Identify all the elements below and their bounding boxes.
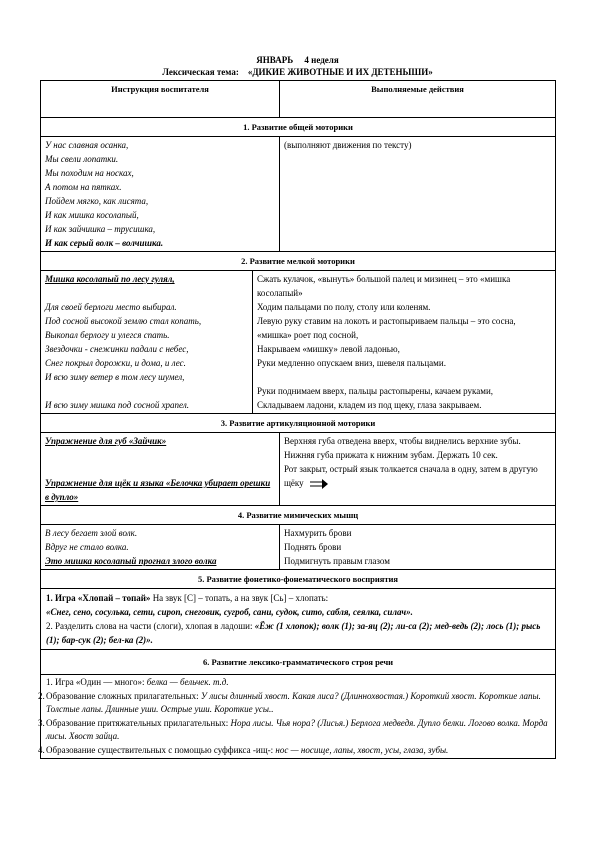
section-5-title-row bbox=[41, 569, 555, 588]
list-item-text: Нора лисы. Чья нора? (Лисья.) Берлога медведя. Дупло белки. Логово волка. Морда лисы. Хвост зайца. bbox=[46, 717, 548, 741]
list-item-text: нос — носище, лапы, хвост, усы, глаза, зубы. bbox=[275, 744, 449, 755]
theme-label: Лексическая тема: bbox=[162, 67, 239, 77]
section-1-title-row bbox=[41, 117, 555, 136]
section-6-body bbox=[38, 674, 555, 758]
action-lips: Верхняя губа отведена вверх, чтобы виднелись верхние зубы. Нижняя губа прижата к нижним зубам. Держать 10 сек. bbox=[284, 436, 521, 460]
verse-line: Мишка косолапый по лесу гулял, bbox=[45, 274, 175, 284]
action-line: Нахмурить брови bbox=[284, 528, 352, 538]
list-item-text: белка — бельчек. т.д. bbox=[146, 677, 229, 687]
section-3-exercises bbox=[41, 433, 279, 505]
verse-line: Звездочки - снежинки падали с небес, bbox=[45, 344, 189, 354]
section-6-title-row bbox=[41, 649, 555, 674]
verse-line: И как зайчишка – трусишка, bbox=[45, 224, 156, 234]
section-3-title-row bbox=[41, 413, 555, 432]
game-clap-stomp-rule: На звук [С] – топать, а на звук [Сь] – хлопать: bbox=[150, 593, 329, 603]
header-line-1 bbox=[0, 55, 595, 65]
list-item-number: 4. bbox=[38, 744, 45, 755]
section-2-body bbox=[41, 270, 555, 413]
verse-line: И всю зиму мишка под сосной храпел. bbox=[45, 400, 190, 410]
verse-line: У нас славная осанка, bbox=[45, 140, 129, 150]
action-line: Руки медленно опускаем вниз, шевеля пальцами. bbox=[257, 358, 446, 368]
list-item-label: Образование существительных с помощью суффикса -ищ-: bbox=[46, 744, 276, 755]
action-line: Складываем ладони, кладем из под щеку, глаза закрываем. bbox=[257, 400, 482, 410]
action-line: Поднять брови bbox=[284, 542, 342, 552]
header-line-2 bbox=[0, 67, 595, 77]
section-4-actions bbox=[279, 525, 555, 569]
list-item bbox=[38, 717, 550, 744]
section-2-title: 2. Развитие мелкой моторики bbox=[241, 256, 355, 266]
section-3-body bbox=[41, 432, 555, 505]
list-item bbox=[46, 676, 550, 690]
action-cheeks: Рот закрыт, острый язык толкается сначала в одну, затем в другую щёку bbox=[284, 464, 538, 488]
list-item bbox=[38, 744, 550, 758]
action-line: Накрываем «мишку» левой ладонью, bbox=[257, 344, 400, 354]
list-item-number: 3. bbox=[38, 717, 45, 728]
verse-line: Мы походим на носках, bbox=[45, 168, 134, 178]
verse-spacer bbox=[45, 384, 248, 398]
theme-title: «ДИКИЕ ЖИВОТНЫЕ И ИХ ДЕТЕНЫШИ» bbox=[247, 67, 433, 77]
list-item-label: Образование сложных прилагательных: bbox=[46, 690, 201, 701]
section-1-actions: (выполняют движения по тексту) bbox=[279, 137, 555, 251]
game-clap-stomp bbox=[46, 591, 550, 605]
syllable-task bbox=[46, 619, 550, 647]
section-1-verse bbox=[41, 137, 279, 251]
column-header-left: Инструкция воспитателя bbox=[111, 84, 209, 94]
month-label: ЯНВАРЬ bbox=[256, 55, 294, 65]
list-item bbox=[38, 690, 550, 717]
exercise-spacer bbox=[45, 462, 275, 476]
list-item-number: 2. bbox=[38, 690, 45, 701]
section-2-actions bbox=[252, 271, 555, 413]
section-4-title-row bbox=[41, 505, 555, 524]
section-2-verse bbox=[41, 271, 252, 413]
section-5-body bbox=[41, 588, 555, 649]
double-arrow-icon bbox=[310, 479, 328, 489]
syllable-task-label: 2. Разделить слова на части (слоги), хлопая в ладоши: bbox=[46, 621, 255, 631]
list-item-label: 1. Игра «Один — много»: bbox=[46, 677, 147, 687]
verse-line: Пойдем мягко, как лисята, bbox=[45, 196, 149, 206]
verse-line: А потом на пятках. bbox=[45, 182, 122, 192]
section-1-body bbox=[41, 136, 555, 251]
verse-line: И как мишка косолапый, bbox=[45, 210, 139, 220]
action-line: Подмигнуть правым глазом bbox=[284, 556, 390, 566]
action-line: Левую руку ставим на локоть и растопыриваем пальцы – это сосна, «мишка» роет под сосной, bbox=[257, 316, 516, 340]
list-item-label: Образование притяжательных прилагательных: bbox=[46, 717, 231, 728]
action-spacer bbox=[257, 370, 551, 384]
verse-line: В лесу бегает злой волк. bbox=[45, 528, 138, 538]
action-line: Сжать кулачок, «вынуть» большой палец и мизинец – это «мишка косолапый» bbox=[257, 274, 511, 298]
action-cheeks-wrap bbox=[284, 462, 551, 490]
action-line: Руки поднимаем вверх, пальцы растопырены, качаем руками, bbox=[257, 386, 494, 396]
section-6-title: 6. Развитие лексико-грамматического строя речи bbox=[202, 657, 394, 667]
section-5-title: 5. Развитие фонетико-фонематического восприятия bbox=[197, 574, 399, 584]
section-3-actions bbox=[279, 433, 555, 505]
verse-line: Снег покрыл дорожки, и дома, и лес. bbox=[45, 358, 186, 368]
verse-line: Мы свели лопатки. bbox=[45, 154, 119, 164]
action-line: Ходим пальцами по полу, столу или коленям. bbox=[257, 302, 431, 312]
section-4-body bbox=[41, 524, 555, 569]
verse-line: Выкопал берлогу и улегся спать. bbox=[45, 330, 170, 340]
section-2-title-row bbox=[41, 251, 555, 270]
game-clap-stomp-label: 1. Игра «Хлопай – топай» bbox=[46, 593, 151, 603]
section-4-verse bbox=[41, 525, 279, 569]
list-item-text: У лисы длинный хвост. Какая лиса? (Длиннохвостая.) Короткий хвост. Короткие лапы. Толстые лапы. Длинные уши. Острые уши. Короткие усы.. bbox=[46, 690, 541, 714]
exercise-cheeks: Упражнение для щёк и языка «Белочка убирает орешки в дупло» bbox=[45, 478, 271, 502]
verse-line: Для своей берлоги место выбирал. bbox=[45, 302, 177, 312]
week-label: 4 неделя bbox=[304, 55, 339, 65]
lesson-table bbox=[40, 80, 556, 759]
verse-line: Это мишка косолапый прогнал злого волка bbox=[45, 556, 217, 566]
verse-line: И всю зиму ветер в том лесу шумел, bbox=[45, 372, 185, 382]
section-3-title: 3. Развитие артикуляционной моторики bbox=[220, 418, 376, 428]
verse-line: Вдруг не стало волка. bbox=[45, 542, 129, 552]
section-4-title: 4. Развитие мимических мышц bbox=[237, 510, 359, 520]
section-5-content bbox=[41, 589, 555, 649]
exercise-spacer bbox=[45, 448, 275, 462]
section-6-content bbox=[38, 675, 555, 758]
verse-spacer bbox=[45, 286, 248, 300]
syllable-task-words: «Ёж (1 хлопок); волк (1); за-яц (2); ли-са (2); мед-ведь (2); лось (1); рысь (1); бар-сук (2); бел-ка (2)». bbox=[46, 621, 541, 645]
section-1-title: 1. Развитие общей моторики bbox=[243, 122, 353, 132]
game-clap-stomp-words: «Снег, сено, сосулька, сети, сироп, снеговик, сугроб, сани, судок, сито, сабля, сеялка, силач». bbox=[46, 607, 413, 617]
column-header-row bbox=[41, 81, 555, 117]
verse-line: И как серый волк – волчишка. bbox=[45, 238, 164, 248]
verse-line: Под сосной высокой землю стал копать, bbox=[45, 316, 202, 326]
column-header-right: Выполняемые действия bbox=[279, 81, 555, 117]
exercise-lips: Упражнение для губ «Зайчик» bbox=[45, 436, 167, 446]
